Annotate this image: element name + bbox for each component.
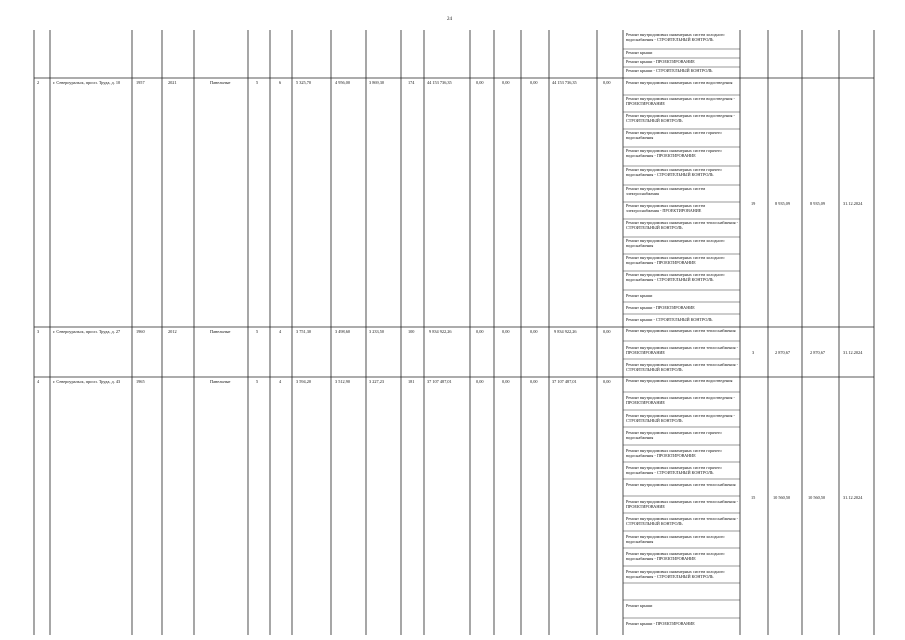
- work-item: Ремонт внутридомовых инженерных систем теплоснабжения: [626, 482, 736, 487]
- row-entrances: 4: [279, 379, 282, 384]
- row-year-built: 1960: [136, 329, 145, 334]
- row-address: г. Североуральск, просп. Труда, д. 27: [53, 329, 121, 334]
- work-item: Ремонт внутридомовых инженерных систем теплоснабжения - СТРОИТЕЛЬНЫЙ КОНТРОЛЬ: [626, 516, 738, 526]
- work-item: Ремонт крыши - ПРОЕКТИРОВАНИЕ: [626, 59, 695, 64]
- row-wall-material: Панельные: [210, 329, 231, 334]
- page-number: 24: [447, 17, 452, 22]
- work-item: Ремонт внутридомовых инженерных систем горячего водоснабжения: [626, 430, 722, 440]
- work-item: Ремонт внутридомовых инженерных систем электроснабжения: [626, 186, 706, 196]
- work-item: Ремонт внутридомовых инженерных систем водоотведения - СТРОИТЕЛЬНЫЙ КОНТРОЛЬ: [626, 413, 735, 423]
- row-address: г. Североуральск, просп. Труда, д. 10: [53, 80, 121, 85]
- row-year-built: 1957: [136, 80, 145, 85]
- row-number: 3: [37, 329, 40, 334]
- row-area-premises: 3 512,90: [335, 379, 351, 384]
- row-specific-cost: 2 870,67: [775, 350, 791, 355]
- row-cost-local: 0,00: [530, 329, 538, 334]
- row-cost-owners: 9 834 922,26: [554, 329, 577, 334]
- work-item: Ремонт крыши: [626, 50, 653, 55]
- row-specific-cost: 8 935,09: [775, 201, 791, 206]
- work-item: Ремонт крыши - ПРОЕКТИРОВАНИЕ: [626, 621, 695, 626]
- work-item: Ремонт крыши - ПРОЕКТИРОВАНИЕ: [626, 305, 695, 310]
- row-deadline: 31.12.2024: [843, 350, 863, 355]
- row-share: 3: [752, 350, 755, 355]
- row-share: 15: [751, 495, 756, 500]
- row-cost-owners: 44 153 736,35: [552, 80, 577, 85]
- row-max-cost: 2 870,67: [810, 350, 826, 355]
- work-item: Ремонт внутридомовых инженерных систем горячего водоснабжения - СТРОИТЕЛЬНЫЙ КОНТРОЛЬ: [626, 167, 722, 177]
- row-area-premises: 3 498,60: [335, 329, 351, 334]
- row-cost-other: 0,00: [603, 329, 611, 334]
- work-item: Ремонт внутридомовых инженерных систем водоотведения: [626, 80, 733, 85]
- work-item: Ремонт внутридомовых инженерных систем горячего водоснабжения - ПРОЕКТИРОВАНИЕ: [626, 148, 722, 158]
- work-item: Ремонт внутридомовых инженерных систем холодного водоснабжения - ПРОЕКТИРОВАНИЕ: [626, 551, 725, 561]
- row-share: 19: [751, 201, 756, 206]
- row-floors: 5: [256, 80, 259, 85]
- work-item: Ремонт внутридомовых инженерных систем водоотведения: [626, 378, 733, 383]
- work-item: Ремонт внутридомовых инженерных систем горячего водоснабжения - ПРОЕКТИРОВАНИЕ: [626, 448, 722, 458]
- row-year-repair: 2021: [168, 80, 177, 85]
- row-year-repair: 2012: [168, 329, 177, 334]
- work-item: Ремонт внутридомовых инженерных систем теплоснабжения - ПРОЕКТИРОВАНИЕ: [626, 499, 738, 509]
- work-item: Ремонт крыши - СТРОИТЕЛЬНЫЙ КОНТРОЛЬ: [626, 317, 713, 322]
- row-max-cost: 10 560,50: [808, 495, 826, 500]
- row-cost-local: 0,00: [530, 379, 538, 384]
- work-item: Ремонт внутридомовых инженерных систем теплоснабжения - СТРОИТЕЛЬНЫЙ КОНТРОЛЬ: [626, 362, 738, 372]
- row-cost-fund: 0,00: [476, 329, 484, 334]
- row-total-area: 3 594,20: [296, 379, 312, 384]
- row-cost-total: 44 153 736,35: [427, 80, 452, 85]
- work-item: Ремонт внутридомовых инженерных систем холодного водоснабжения - СТРОИТЕЛЬНЫЙ КОНТРОЛЬ: [626, 32, 725, 42]
- work-item: Ремонт внутридомовых инженерных систем холодного водоснабжения - СТРОИТЕЛЬНЫЙ КОНТРОЛЬ: [626, 272, 725, 282]
- row-year-built: 1965: [136, 379, 145, 384]
- row-cost-owners: 37 107 487,01: [552, 379, 577, 384]
- work-item: Ремонт внутридомовых инженерных систем водоотведения - ПРОЕКТИРОВАНИЕ: [626, 96, 735, 106]
- work-item: Ремонт внутридомовых инженерных систем холодного водоснабжения - СТРОИТЕЛЬНЫЙ КОНТРОЛЬ: [626, 569, 725, 579]
- row-deadline: 31.12.2024: [843, 495, 863, 500]
- row-cost-fund: 0,00: [476, 80, 484, 85]
- work-item: Ремонт внутридомовых инженерных систем теплоснабжения - ПРОЕКТИРОВАНИЕ: [626, 345, 738, 355]
- work-item: Ремонт крыши - СТРОИТЕЛЬНЫЙ КОНТРОЛЬ: [626, 68, 713, 73]
- work-item: Ремонт внутридомовых инженерных систем горячего водоснабжения: [626, 130, 722, 140]
- row-max-cost: 8 935,09: [810, 201, 826, 206]
- row-residents: 181: [408, 379, 415, 384]
- work-item: Ремонт внутридомовых инженерных систем электроснабжения - ПРОЕКТИРОВАНИЕ: [626, 203, 706, 213]
- row-cost-total: 37 107 487,01: [427, 379, 452, 384]
- work-item: Ремонт внутридомовых инженерных систем холодного водоснабжения: [626, 238, 725, 248]
- work-item: Ремонт крыши: [626, 293, 653, 298]
- work-item: Ремонт внутридомовых инженерных систем водоотведения - ПРОЕКТИРОВАНИЕ: [626, 395, 735, 405]
- work-item: Ремонт внутридомовых инженерных систем теплоснабжения - СТРОИТЕЛЬНЫЙ КОНТРОЛЬ: [626, 220, 738, 230]
- row-address: г. Североуральск, просп. Труда, д. 43: [53, 379, 121, 384]
- row-area-living: 3 869,30: [369, 80, 385, 85]
- row-specific-cost: 10 560,50: [773, 495, 791, 500]
- row-area-living: 3 233,50: [369, 329, 385, 334]
- row-cost-region: 0,00: [502, 80, 510, 85]
- work-item: Ремонт внутридомовых инженерных систем холодного водоснабжения - ПРОЕКТИРОВАНИЕ: [626, 255, 725, 265]
- row-area-premises: 4 956,00: [335, 80, 351, 85]
- row-wall-material: Панельные: [210, 80, 231, 85]
- row-cost-other: 0,00: [603, 80, 611, 85]
- work-item: Ремонт внутридомовых инженерных систем горячего водоснабжения - СТРОИТЕЛЬНЫЙ КОНТРОЛЬ: [626, 465, 722, 475]
- row-deadline: 31.12.2024: [843, 201, 863, 206]
- row-entrances: 6: [279, 80, 282, 85]
- row-cost-local: 0,00: [530, 80, 538, 85]
- row-total-area: 5 325,70: [296, 80, 312, 85]
- row-number: 4: [37, 379, 40, 384]
- row-total-area: 3 751,30: [296, 329, 312, 334]
- row-floors: 5: [256, 379, 259, 384]
- row-entrances: 4: [279, 329, 282, 334]
- work-item: Ремонт внутридомовых инженерных систем водоотведения - СТРОИТЕЛЬНЫЙ КОНТРОЛЬ: [626, 113, 735, 123]
- row-wall-material: Панельные: [210, 379, 231, 384]
- row-floors: 5: [256, 329, 259, 334]
- row-area-living: 3 227,23: [369, 379, 385, 384]
- row-cost-region: 0,00: [502, 379, 510, 384]
- work-item: Ремонт внутридомовых инженерных систем холодного водоснабжения: [626, 534, 725, 544]
- row-residents: 174: [408, 80, 415, 85]
- row-residents: 100: [408, 329, 415, 334]
- row-cost-fund: 0,00: [476, 379, 484, 384]
- work-item: Ремонт крыши: [626, 603, 653, 608]
- row-cost-other: 0,00: [603, 379, 611, 384]
- row-cost-total: 9 834 922,26: [429, 329, 452, 334]
- row-number: 2: [37, 80, 40, 85]
- row-cost-region: 0,00: [502, 329, 510, 334]
- work-item: Ремонт внутридомовых инженерных систем теплоснабжения: [626, 328, 736, 333]
